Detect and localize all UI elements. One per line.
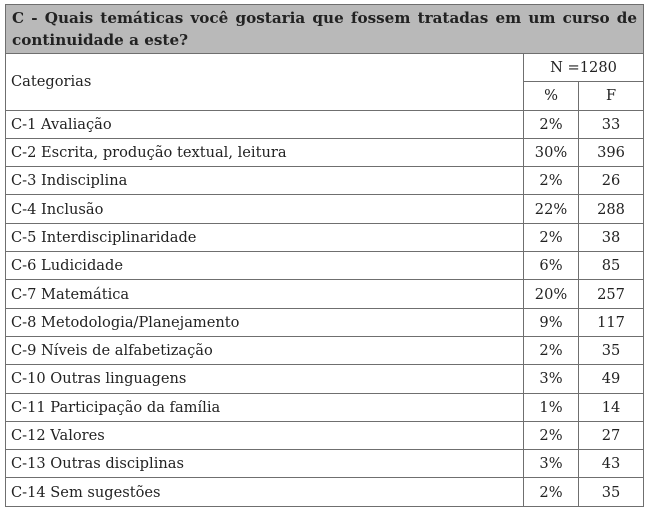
category-cell: C-3 Indisciplina [6,167,524,195]
category-cell: C-1 Avaliação [6,110,524,138]
category-cell: C-2 Escrita, produção textual, leitura [6,138,524,166]
frequency-cell: 35 [579,478,644,506]
percent-cell: 6% [524,252,579,280]
table-row [6,365,644,393]
sample-size-label: N =1280 [524,54,644,82]
frequency-cell: 117 [579,308,644,336]
table-row [6,252,644,280]
percent-cell: 3% [524,450,579,478]
table-row [6,223,644,251]
frequency-cell: 43 [579,450,644,478]
frequency-cell: 257 [579,280,644,308]
table-row [6,138,644,166]
frequency-header: F [579,82,644,110]
frequency-cell: 14 [579,393,644,421]
percent-cell: 2% [524,110,579,138]
table-row [6,450,644,478]
percent-cell: 30% [524,138,579,166]
frequency-cell: 33 [579,110,644,138]
categories-header: Categorias [6,54,524,111]
frequency-cell: 38 [579,223,644,251]
table-row [6,421,644,449]
table-row [6,110,644,138]
frequency-cell: 288 [579,195,644,223]
survey-table [5,4,644,507]
question-row [6,5,644,54]
category-cell: C-12 Valores [6,421,524,449]
frequency-cell: 85 [579,252,644,280]
percent-cell: 2% [524,167,579,195]
frequency-cell: 26 [579,167,644,195]
percent-cell: 20% [524,280,579,308]
survey-table-container [5,4,643,507]
table-row [6,336,644,364]
percent-header: % [524,82,579,110]
percent-cell: 3% [524,365,579,393]
percent-cell: 22% [524,195,579,223]
category-cell: C-13 Outras disciplinas [6,450,524,478]
category-cell: C-10 Outras linguagens [6,365,524,393]
category-cell: C-8 Metodologia/Planejamento [6,308,524,336]
frequency-cell: 396 [579,138,644,166]
category-cell: C-14 Sem sugestões [6,478,524,506]
percent-cell: 2% [524,336,579,364]
table-row [6,393,644,421]
table-row [6,478,644,506]
percent-cell: 1% [524,393,579,421]
percent-cell: 2% [524,478,579,506]
category-cell: C-11 Participação da família [6,393,524,421]
frequency-cell: 35 [579,336,644,364]
table-row [6,195,644,223]
category-cell: C-5 Interdisciplinaridade [6,223,524,251]
table-row [6,167,644,195]
column-header-row [6,54,644,82]
table-row [6,280,644,308]
category-cell: C-7 Matemática [6,280,524,308]
frequency-cell: 49 [579,365,644,393]
category-cell: C-4 Inclusão [6,195,524,223]
question-title: C - Quais temáticas você gostaria que fossem tratadas em um curso de continuidade a este? [6,5,644,54]
category-cell: C-9 Níveis de alfabetização [6,336,524,364]
percent-cell: 2% [524,223,579,251]
percent-cell: 9% [524,308,579,336]
table-row [6,308,644,336]
frequency-cell: 27 [579,421,644,449]
category-cell: C-6 Ludicidade [6,252,524,280]
percent-cell: 2% [524,421,579,449]
